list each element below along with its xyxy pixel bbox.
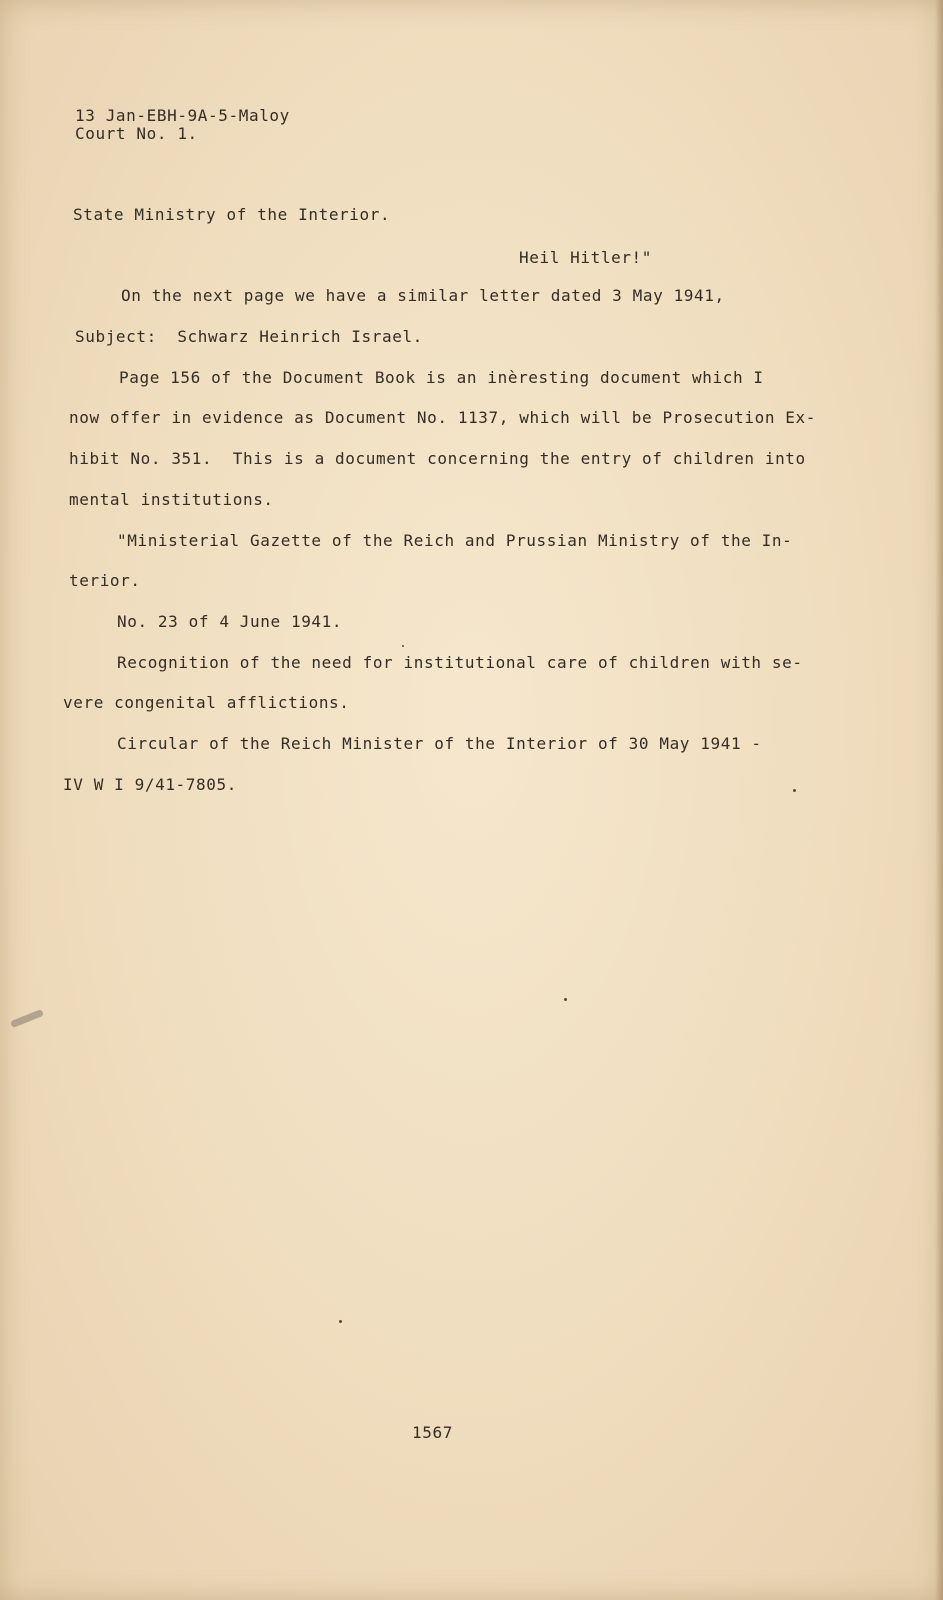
paragraph-2-line-4: mental institutions. bbox=[69, 490, 274, 509]
paper-speck bbox=[564, 998, 567, 1001]
paper-speck bbox=[793, 789, 796, 792]
document-reference: 13 Jan-EBH-9A-5-Maloy bbox=[75, 106, 290, 125]
paragraph-1-line-2: Subject: Schwarz Heinrich Israel. bbox=[75, 327, 423, 346]
quotation-line-1: "Ministerial Gazette of the Reich and Prussian Ministry of the In- bbox=[117, 531, 793, 550]
quotation-line-2: terior. bbox=[69, 571, 141, 590]
paper-speck bbox=[339, 1320, 342, 1323]
recognition-line-2: vere congenital afflictions. bbox=[63, 693, 350, 712]
paper-smudge bbox=[10, 1009, 44, 1028]
recognition-line-1: Recognition of the need for institutional care of children with se- bbox=[117, 653, 803, 672]
court-number: Court No. 1. bbox=[75, 124, 198, 143]
circular-line-1: Circular of the Reich Minister of the Interior of 30 May 1941 - bbox=[117, 734, 762, 753]
addressee-line: State Ministry of the Interior. bbox=[73, 205, 391, 224]
paper-speck bbox=[402, 645, 404, 647]
page-number: 1567 bbox=[412, 1423, 453, 1442]
closing-salutation: Heil Hitler!" bbox=[519, 248, 653, 267]
paragraph-2-line-3: hibit No. 351. This is a document concerning the entry of children into bbox=[69, 449, 806, 468]
circular-line-2: IV W I 9/41-7805. bbox=[63, 775, 237, 794]
page-edge-shadow bbox=[935, 0, 943, 1600]
gazette-number-line: No. 23 of 4 June 1941. bbox=[117, 612, 343, 631]
paragraph-2-line-2: now offer in evidence as Document No. 1137, which will be Prosecution Ex- bbox=[69, 408, 816, 427]
paragraph-1-line-1: On the next page we have a similar letter dated 3 May 1941, bbox=[121, 286, 725, 305]
paragraph-2-line-1: Page 156 of the Document Book is an inèresting document which I bbox=[119, 368, 764, 387]
